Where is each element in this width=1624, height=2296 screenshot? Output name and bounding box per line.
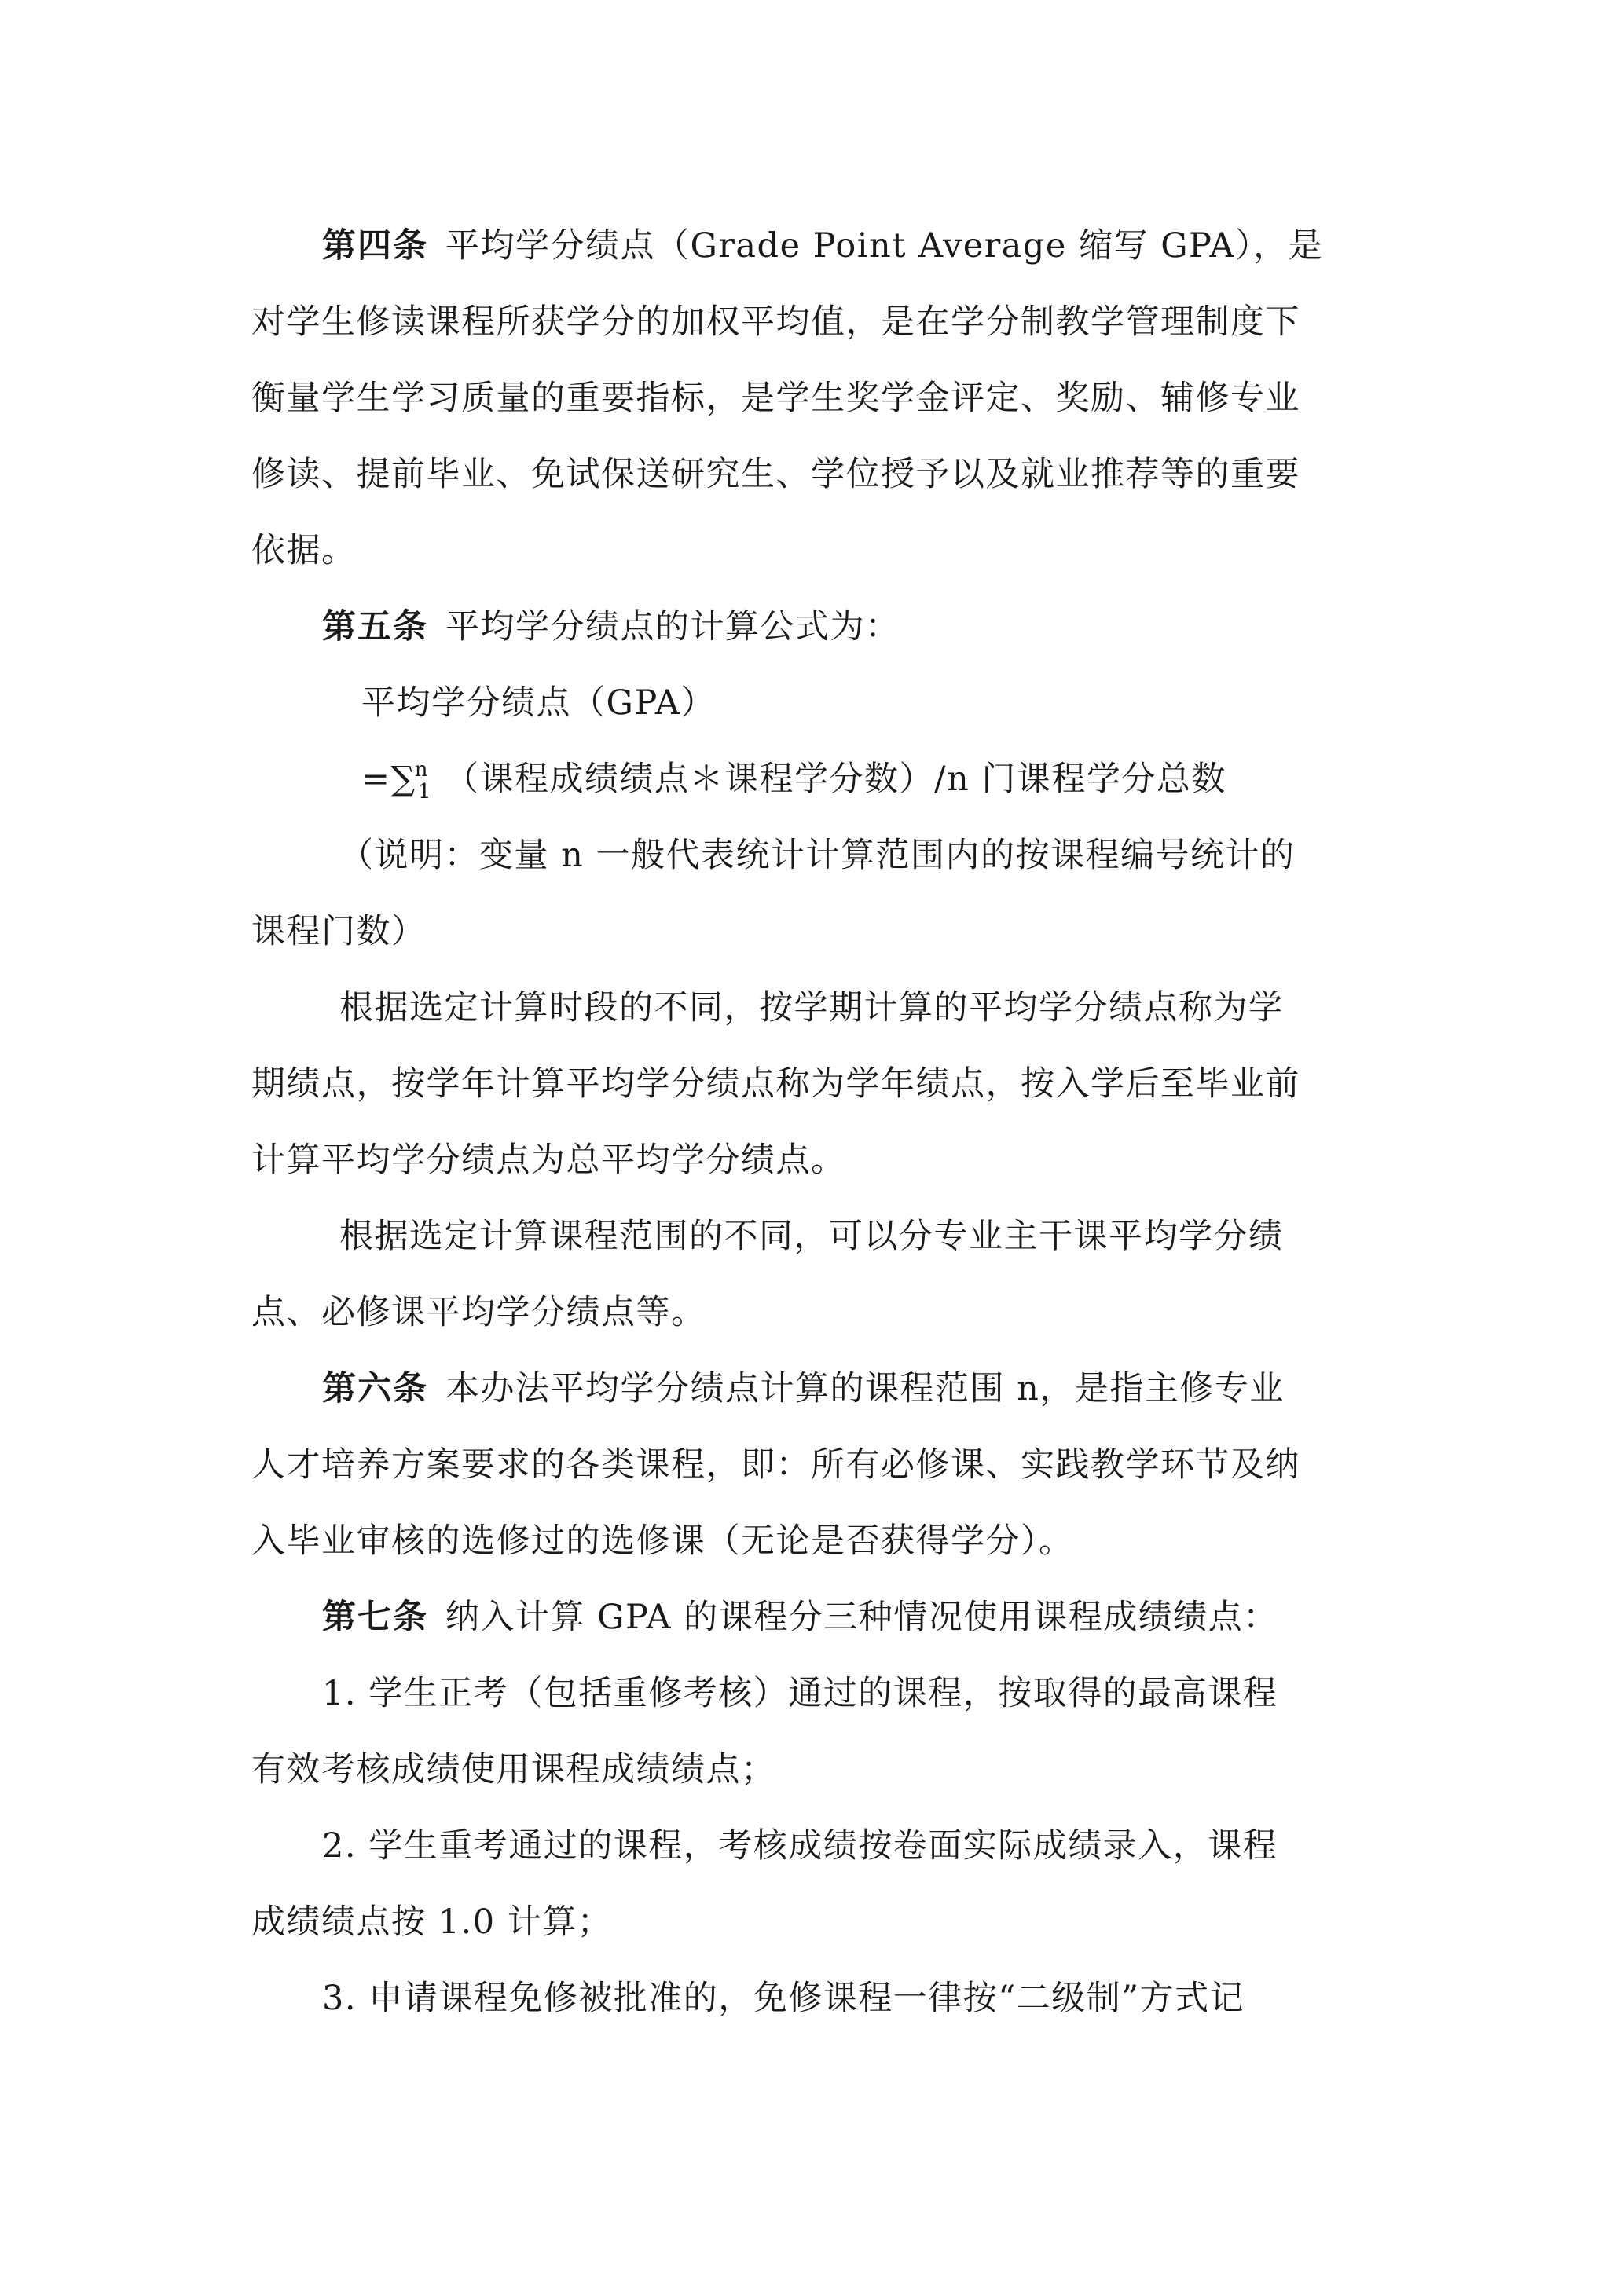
article-4-line-5: 依据。: [251, 531, 357, 570]
article-7-item-1-line-2: 有效考核成绩使用课程成绩绩点；: [251, 1750, 776, 1789]
article-6-line-2: 人才培养方案要求的各类课程，即：所有必修课、实践教学环节及纳: [251, 1445, 1300, 1485]
article-6-line-1: [322, 1365, 1461, 1412]
article-4-text-1: 平均学分绩点（Grade Point Average 缩写 GPA），是: [445, 226, 1324, 265]
formula-note-line-2: 课程门数）: [251, 912, 427, 951]
article-5-para-2-line-3: 计算平均学分绩点为总平均学分绩点。: [251, 1141, 846, 1180]
article-5-para-3-line-2: 点、必修课平均学分绩点等。: [251, 1293, 706, 1332]
formula-label: 平均学分绩点（GPA）: [361, 683, 716, 723]
article-5-text-1: 平均学分绩点的计算公式为：: [445, 607, 900, 646]
summation-lower-limit: 1: [417, 780, 433, 804]
article-7-item-3-line-1: 3. 申请课程免修被批准的，免修课程一律按“二级制”方式记: [322, 1979, 1245, 2018]
article-6-line-3: 入毕业审核的选修过的选修课（无论是否获得学分）。: [251, 1522, 1074, 1561]
article-7-item-2-line-1: 2. 学生重考通过的课程，考核成绩按卷面实际成绩录入，课程: [322, 1826, 1278, 1866]
article-7-line-1: [322, 1594, 1461, 1641]
article-4-line-3: 衡量学生学习质量的重要指标，是学生奖学金评定、奖励、辅修专业: [251, 379, 1300, 418]
article-4-line-1: [322, 222, 1461, 269]
article-4-line-4: 修读、提前毕业、免试保送研究生、学位授予以及就业推荐等的重要: [251, 455, 1300, 494]
article-5-line-1: [322, 603, 1461, 650]
article-6-title: 第六条: [322, 1369, 428, 1408]
formula-body: （课程成绩绩点＊课程学分数）/n 门课程学分总数: [445, 760, 1226, 799]
article-5-para-2-line-2: 期绩点，按学年计算平均学分绩点称为学年绩点，按入学后至毕业前: [251, 1064, 1300, 1104]
formula-line: [361, 756, 1501, 803]
article-4-title: 第四条: [322, 226, 428, 265]
article-7-title: 第七条: [322, 1598, 428, 1637]
article-6-text-1: 本办法平均学分绩点计算的课程范围 n，是指主修专业: [445, 1369, 1285, 1408]
article-5-para-2-line-1: 根据选定计算时段的不同，按学期计算的平均学分绩点称为学: [339, 988, 1284, 1027]
summation-symbol: =∑: [361, 760, 416, 799]
article-7-text-1: 纳入计算 GPA 的课程分三种情况使用课程成绩绩点：: [445, 1598, 1278, 1637]
article-7-item-2-line-2: 成绩绩点按 1.0 计算；: [251, 1902, 613, 1942]
article-4-line-2: 对学生修读课程所获学分的加权平均值，是在学分制教学管理制度下: [251, 302, 1300, 342]
formula-note-line-1: （说明：变量 n 一般代表统计计算范围内的按课程编号统计的: [339, 836, 1296, 875]
article-5-title: 第五条: [322, 607, 428, 646]
article-5-para-3-line-1: 根据选定计算课程范围的不同，可以分专业主干课平均学分绩: [339, 1217, 1284, 1256]
summation-upper-limit: n: [414, 758, 429, 782]
article-7-item-1-line-1: 1. 学生正考（包括重修考核）通过的课程，按取得的最高课程: [322, 1674, 1278, 1713]
